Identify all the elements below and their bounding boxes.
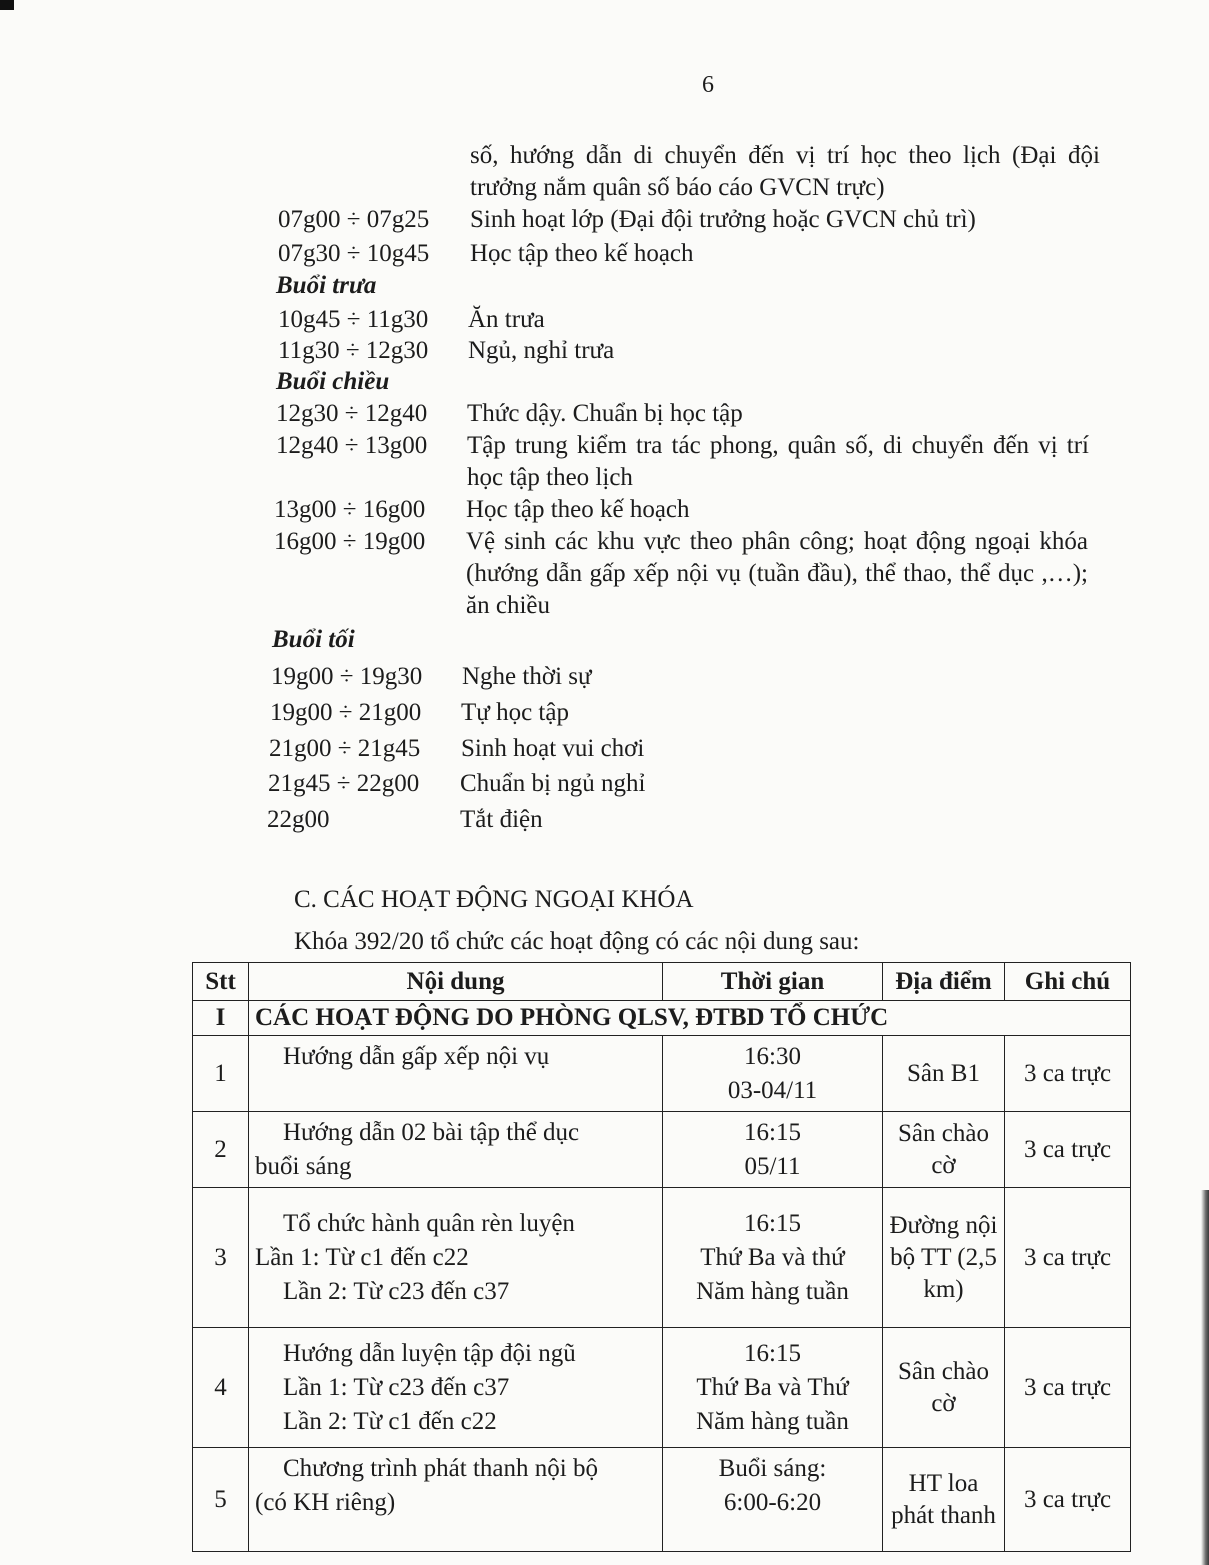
time-line: Thứ Ba và Thứ: [696, 1373, 849, 1401]
row-number: 2: [193, 1112, 249, 1188]
content-line: (có KH riêng): [255, 1489, 396, 1516]
row-content: [249, 1112, 663, 1188]
activities-table: [192, 962, 1131, 1552]
row-content: [249, 1188, 663, 1328]
scan-edge-shadow: [1201, 1190, 1209, 1565]
time-line: Buổi sáng:: [718, 1455, 827, 1482]
row-number: 1: [193, 1036, 249, 1112]
row-place: HT loa phát thanh: [883, 1448, 1005, 1552]
time-line: 16:15: [744, 1209, 801, 1237]
row-place: Đường nội bộ TT (2,5 km): [883, 1188, 1005, 1328]
row-number: 4: [193, 1328, 249, 1448]
activity-text: Học tập theo kế hoạch: [466, 496, 690, 523]
page-number: 6: [702, 72, 714, 98]
time-range: 19g00 ÷ 19g30: [271, 663, 423, 690]
section-intro: Khóa 392/20 tổ chức các hoạt động có các nội dung sau:: [294, 928, 860, 955]
time-range: 07g00 ÷ 07g25: [278, 206, 430, 233]
row-time: [663, 1112, 883, 1188]
content-line: Hướng dẫn 02 bài tập thể dục: [283, 1118, 580, 1146]
activity-text: Tắt điện: [460, 806, 543, 833]
row-place: Sân chào cờ: [883, 1328, 1005, 1448]
activity-text: số, hướng dẫn di chuyển đến vị trí học theo lịch (Đại đội trưởng nắm quân số báo cáo GVCN trực): [470, 142, 1100, 201]
content-line: buổi sáng: [255, 1152, 352, 1180]
activity-text: Ngủ, nghỉ trưa: [468, 337, 615, 364]
row-content: [249, 1328, 663, 1448]
activity-text: Vệ sinh các khu vực theo phân công; hoạt động ngoại khóa (hướng dẫn gấp xếp nội vụ (tuần đầu), thể thao, thể dục ,…); ăn chiều: [466, 528, 1088, 619]
group-title: CÁC HOẠT ĐỘNG DO PHÒNG QLSV, ĐTBD TỔ CHỨC: [249, 1001, 1131, 1036]
group-number: I: [193, 1001, 249, 1036]
table-group-row: [193, 1001, 1131, 1036]
time-line: 03-04/11: [727, 1076, 818, 1104]
row-number: 3: [193, 1188, 249, 1328]
content-line: Lần 1: Từ c1 đến c22: [255, 1243, 469, 1271]
row-time: [663, 1448, 883, 1552]
activity-text: Ăn trưa: [468, 306, 545, 333]
time-line: Năm hàng tuần: [696, 1277, 849, 1305]
content-line: Chương trình phát thanh nội bộ: [283, 1455, 598, 1482]
time-line: 16:30: [744, 1042, 801, 1070]
time-line: 16:15: [744, 1118, 801, 1146]
time-range: 12g40 ÷ 13g00: [276, 432, 428, 459]
time-range: 12g30 ÷ 12g40: [276, 400, 428, 427]
content-line: Hướng dẫn luyện tập đội ngũ: [283, 1339, 576, 1367]
time-range: 07g30 ÷ 10g45: [278, 240, 430, 267]
time-line: 16:15: [744, 1339, 801, 1367]
activity-text: Tự học tập: [461, 699, 569, 726]
table-row: [193, 1036, 1131, 1112]
time-range: 13g00 ÷ 16g00: [274, 496, 426, 523]
content-line: Lần 1: Từ c23 đến c37: [283, 1373, 510, 1401]
row-note: 3 ca trực: [1005, 1112, 1131, 1188]
row-content: [249, 1036, 663, 1112]
activity-text: Sinh hoạt vui chơi: [461, 735, 645, 762]
time-range: 21g00 ÷ 21g45: [269, 735, 421, 762]
row-number: 5: [193, 1448, 249, 1552]
row-note: 3 ca trực: [1005, 1188, 1131, 1328]
section-heading: C. CÁC HOẠT ĐỘNG NGOẠI KHÓA: [294, 886, 694, 913]
content-line: Tổ chức hành quân rèn luyện: [283, 1209, 575, 1237]
content-line: Hướng dẫn gấp xếp nội vụ: [283, 1043, 550, 1070]
row-time: [663, 1328, 883, 1448]
time-range: 22g00: [267, 806, 330, 833]
table-row: [193, 1112, 1131, 1188]
content-line: Lần 2: Từ c1 đến c22: [283, 1407, 497, 1435]
time-range: 19g00 ÷ 21g00: [270, 699, 422, 726]
header-note: Ghi chú: [1005, 963, 1131, 1001]
header-time: Thời gian: [663, 963, 883, 1001]
row-note: 3 ca trực: [1005, 1448, 1131, 1552]
table-header-row: [193, 963, 1131, 1001]
content-line: Lần 2: Từ c23 đến c37: [283, 1277, 510, 1305]
row-content: [249, 1448, 663, 1552]
time-line: 05/11: [744, 1152, 801, 1180]
time-line: Năm hàng tuần: [696, 1407, 849, 1435]
time-range: 16g00 ÷ 19g00: [274, 528, 426, 555]
row-note: 3 ca trực: [1005, 1328, 1131, 1448]
header-stt: Stt: [193, 963, 249, 1001]
session-title-afternoon: Buổi chiều: [276, 368, 390, 395]
activity-text: Tập trung kiểm tra tác phong, quân số, di chuyển đến vị trí học tập theo lịch: [467, 432, 1089, 491]
table-row: [193, 1328, 1131, 1448]
session-title-noon: Buổi trưa: [276, 272, 377, 299]
session-title-evening: Buổi tối: [272, 626, 355, 653]
time-line: Thứ Ba và thứ: [700, 1243, 845, 1271]
header-content: Nội dung: [249, 963, 663, 1001]
table-row: [193, 1448, 1131, 1552]
time-range: 10g45 ÷ 11g30: [278, 306, 429, 333]
time-line: 6:00-6:20: [723, 1489, 822, 1516]
table-row: [193, 1188, 1131, 1328]
row-place: Sân chào cờ: [883, 1112, 1005, 1188]
row-note: 3 ca trực: [1005, 1036, 1131, 1112]
activity-text: Nghe thời sự: [462, 663, 592, 690]
header-place: Địa điểm: [883, 963, 1005, 1001]
activity-text: Sinh hoạt lớp (Đại đội trưởng hoặc GVCN chủ trì): [470, 206, 976, 233]
time-range: 21g45 ÷ 22g00: [268, 770, 420, 797]
activity-text: Học tập theo kế hoạch: [470, 240, 694, 267]
activity-text: Thức dậy. Chuẩn bị học tập: [467, 400, 743, 427]
activity-text: Chuẩn bị ngủ nghỉ: [460, 770, 646, 797]
scan-corner-mark: [0, 0, 14, 10]
row-place: Sân B1: [883, 1036, 1005, 1112]
time-range: 11g30 ÷ 12g30: [278, 337, 429, 364]
row-time: [663, 1188, 883, 1328]
row-time: [663, 1036, 883, 1112]
